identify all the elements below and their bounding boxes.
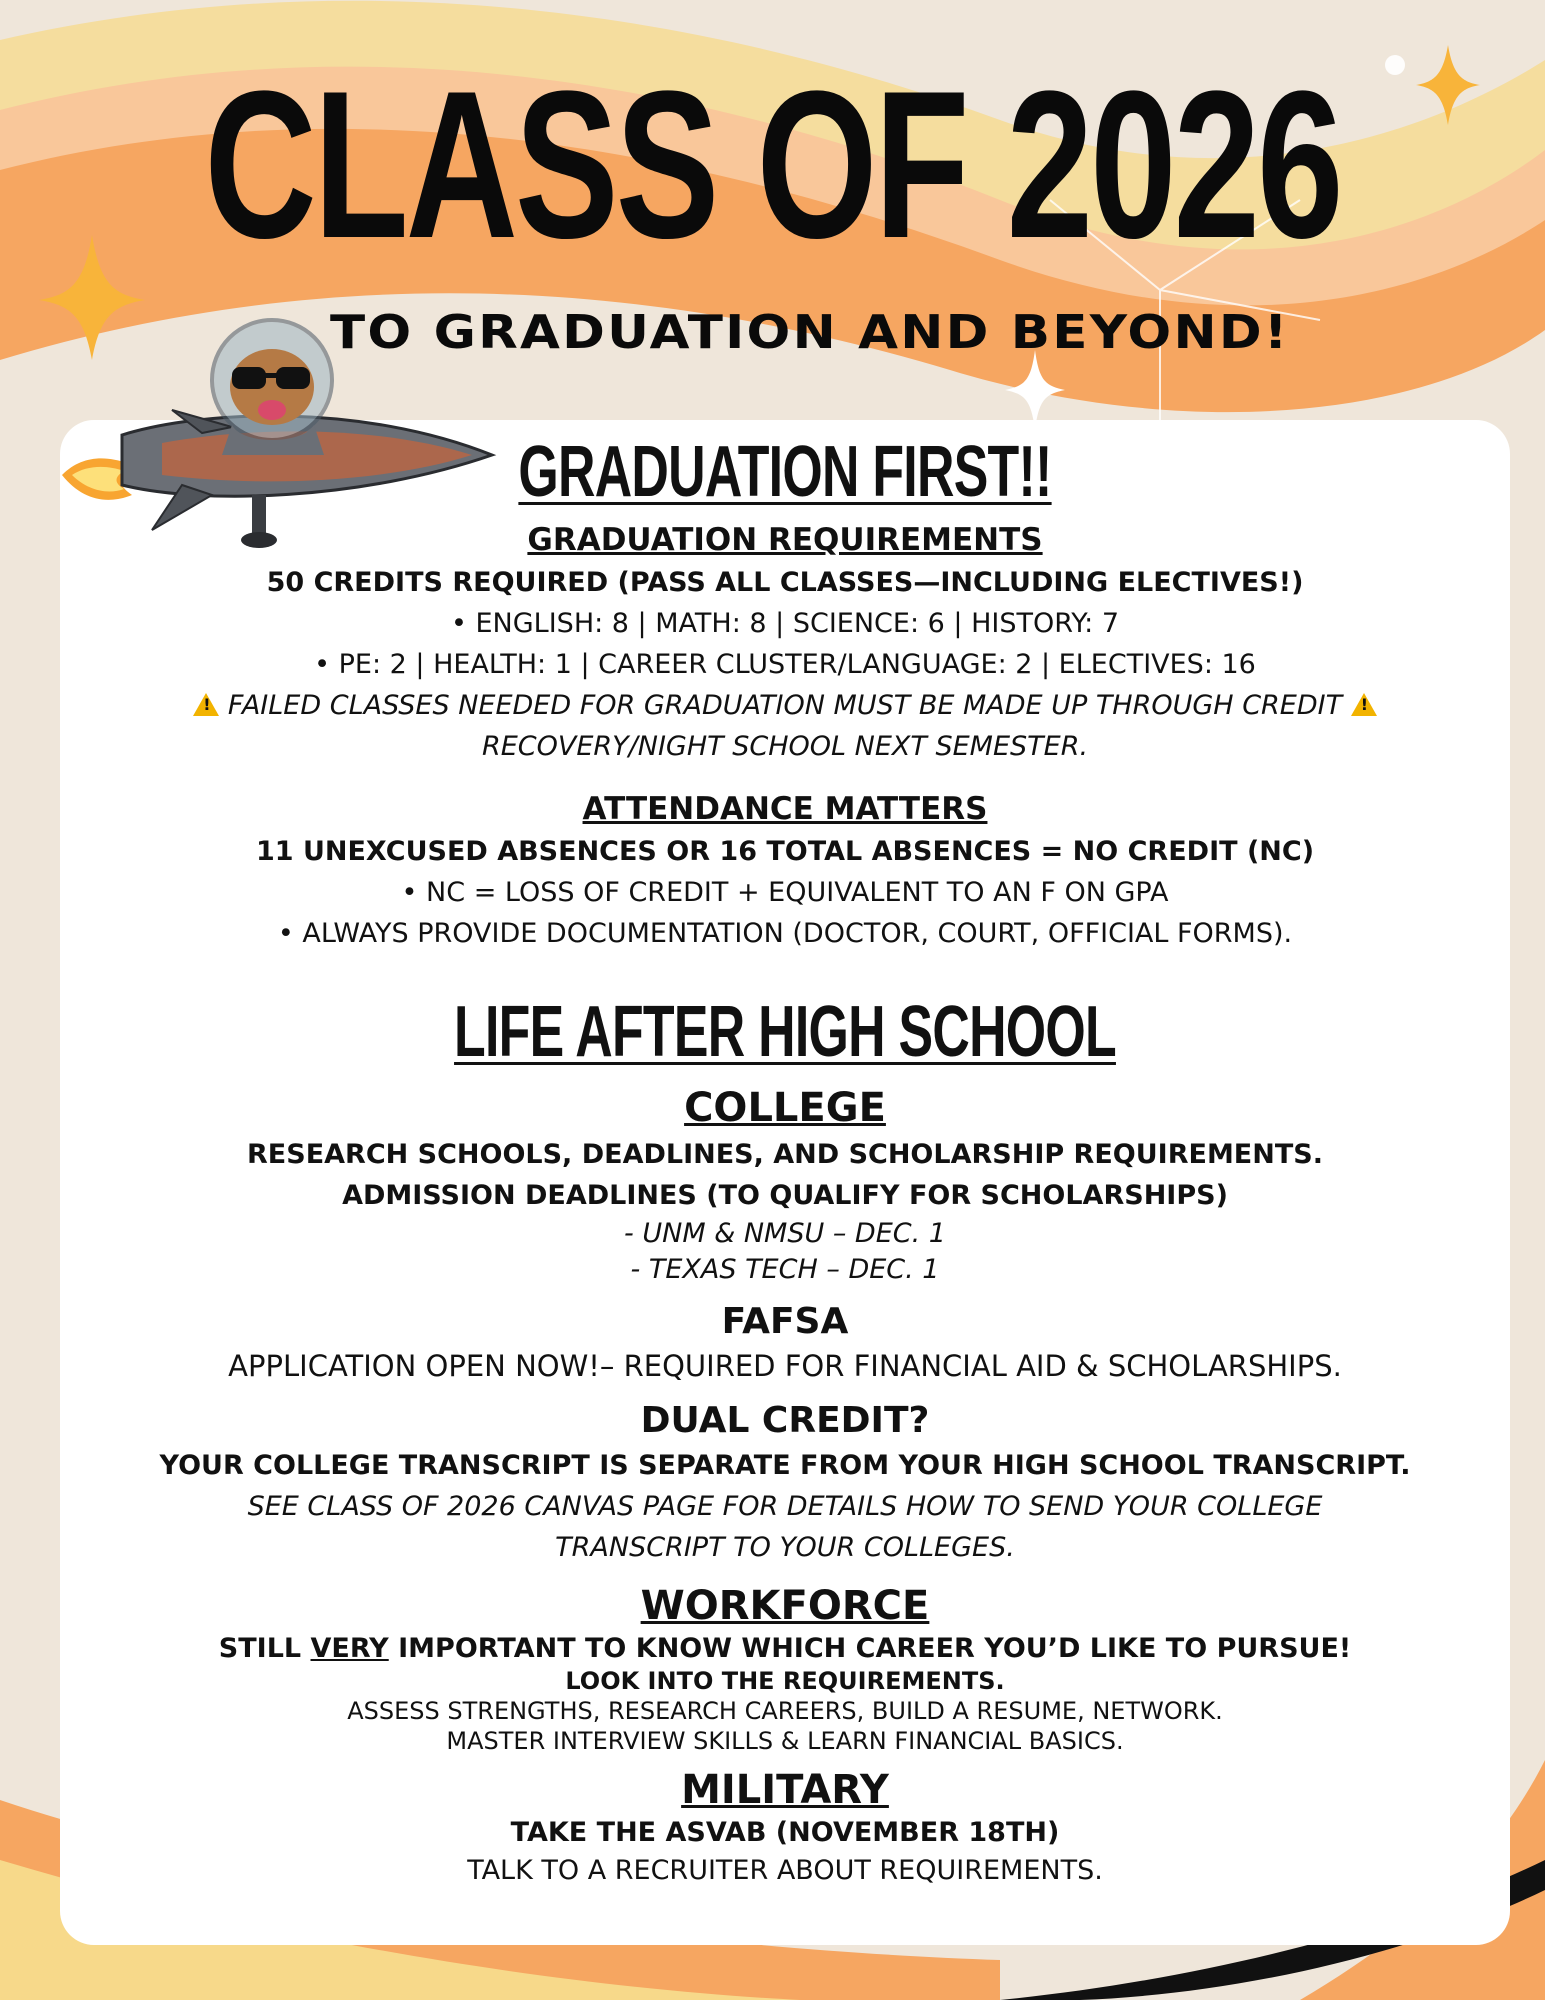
attendance-line-2: • ALWAYS PROVIDE DOCUMENTATION (DOCTOR, COURT, OFFICIAL FORMS). [277,918,1293,949]
deadline-unm-nmsu: - UNM & NMSU – DEC. 1 [624,1218,946,1249]
fafsa-line: APPLICATION OPEN NOW!– REQUIRED FOR FINANCIAL AID & SCHOLARSHIPS. [228,1349,1342,1383]
attendance-line-1: • NC = LOSS OF CREDIT + EQUIVALENT TO AN F ON GPA [401,877,1169,908]
requirements-line-2: • PE: 2 | HEALTH: 1 | CAREER CLUSTER/LANGUAGE: 2 | ELECTIVES: 16 [314,649,1256,680]
failed-classes-warning [60,685,1510,726]
graduation-first-heading: GRADUATION FIRST!! [518,432,1052,512]
requirements-line-1: • ENGLISH: 8 | MATH: 8 | SCIENCE: 6 | HISTORY: 7 [450,608,1120,639]
page-title: CLASS OF 2026 [204,47,1341,282]
dual-credit-note-1: SEE CLASS OF 2026 CANVAS PAGE FOR DETAILS HOW TO SEND YOUR COLLEGE [247,1491,1323,1522]
workforce-heading: WORKFORCE [640,1583,930,1629]
fafsa-heading: FAFSA [721,1301,849,1342]
page-subtitle: TO GRADUATION AND BEYOND! [330,305,1290,359]
dual-credit-heading: DUAL CREDIT? [640,1400,930,1441]
military-line-2: TALK TO A RECRUITER ABOUT REQUIREMENTS. [467,1855,1103,1886]
workforce-line-1-post: IMPORTANT TO KNOW WHICH CAREER YOU’D LIKE TO PURSUE! [398,1633,1352,1664]
college-line-1: RESEARCH SCHOOLS, DEADLINES, AND SCHOLARSHIP REQUIREMENTS. [247,1139,1323,1170]
deadline-texas-tech: - TEXAS TECH – DEC. 1 [630,1254,940,1285]
workforce-line-4: MASTER INTERVIEW SKILLS & LEARN FINANCIAL BASICS. [446,1727,1124,1755]
military-line-1: TAKE THE ASVAB (NOVEMBER 18TH) [510,1817,1060,1848]
warning-text-1: FAILED CLASSES NEEDED FOR GRADUATION MUST BE MADE UP THROUGH CREDIT [227,690,1343,721]
warning-icon [193,693,219,716]
graduation-requirements-heading: GRADUATION REQUIREMENTS [527,522,1043,558]
main-content [60,420,1510,1891]
college-heading: COLLEGE [684,1085,886,1131]
military-heading: MILITARY [681,1767,889,1813]
life-after-heading: LIFE AFTER HIGH SCHOOL [454,992,1116,1072]
warning-text-2: RECOVERY/NIGHT SCHOOL NEXT SEMESTER. [481,731,1089,762]
workforce-line-1 [60,1632,1510,1666]
planet-ring-decor [1385,55,1405,75]
attendance-rule: 11 UNEXCUSED ABSENCES OR 16 TOTAL ABSENCES = NO CREDIT (NC) [255,836,1315,867]
warning-icon [1351,693,1377,716]
dual-credit-note-2: TRANSCRIPT TO YOUR COLLEGES. [555,1532,1015,1563]
college-line-2: ADMISSION DEADLINES (TO QUALIFY FOR SCHOLARSHIPS) [342,1180,1228,1211]
workforce-line-3: ASSESS STRENGTHS, RESEARCH CAREERS, BUILD A RESUME, NETWORK. [347,1697,1223,1725]
credits-required: 50 CREDITS REQUIRED (PASS ALL CLASSES—INCLUDING ELECTIVES!) [266,567,1304,598]
workforce-line-2: LOOK INTO THE REQUIREMENTS. [565,1667,1005,1695]
dual-credit-line: YOUR COLLEGE TRANSCRIPT IS SEPARATE FROM YOUR HIGH SCHOOL TRANSCRIPT. [159,1450,1411,1481]
workforce-line-1-emph: VERY [310,1633,389,1664]
attendance-heading: ATTENDANCE MATTERS [582,791,988,827]
workforce-line-1-pre: STILL [218,1633,302,1664]
